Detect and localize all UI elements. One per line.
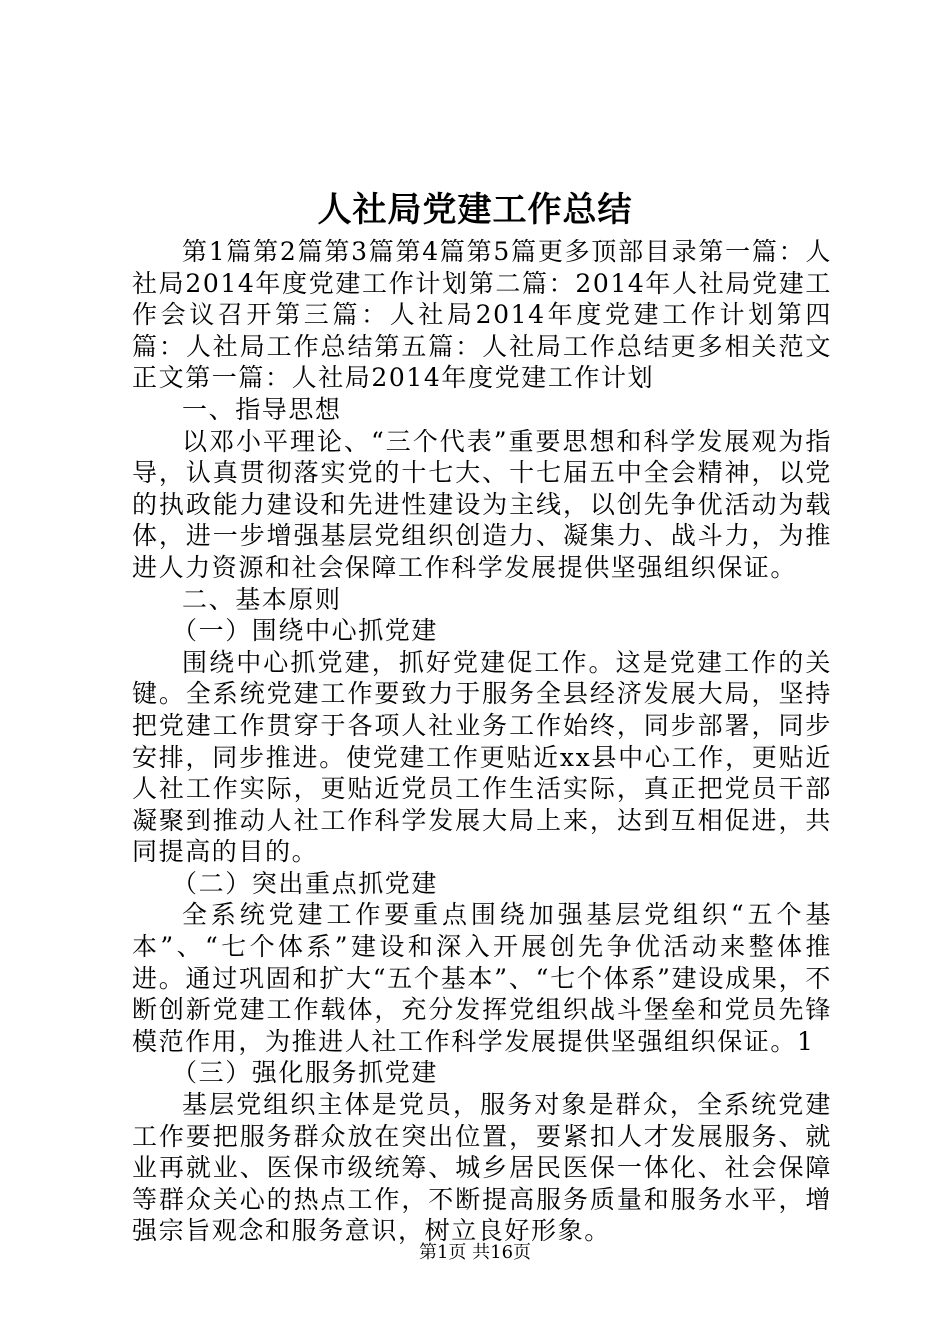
section-heading-guiding-ideology: 一、指导思想 [182,394,342,424]
paragraph-focus: 全系统党建工作要重点围绕加强基层党组织“五个基本”、“七个体系”建设和深入开展创先争优活动来整体推进。通过巩固和扩大“五个基本”、“七个体系”建设成果，不断创新党建工作载体，充分发挥党组织战斗堡垒和党员先锋模范作用，为推进人社工作科学发展提供坚强组织保证。1 [132,900,832,1056]
document-title: 人社局党建工作总结 [317,190,633,230]
subheading-centre: （一）围绕中心抓党建 [172,616,439,646]
paragraph-centre: 围绕中心抓党建，抓好党建促工作。这是党建工作的关键。全系统党建工作要致力于服务全县经济发展大局，坚持把党建工作贯穿于各项人社业务工作始终，同步部署，同步安排，同步推进。使党建工作更贴近xx县中心工作，更贴近人社工作实际，更贴近党员工作生活实际，真正把党员干部凝聚到推动人社工作科学发展大局上来，达到互相促进，共同提高的目的。 [132,647,832,867]
paragraph-service: 基层党组织主体是党员，服务对象是群众，全系统党建工作要把服务群众放在突出位置，要紧扣人才发展服务、就业再就业、医保市级统筹、城乡居民医保一体化、社会保障等群众关心的热点工作，不断提高服务质量和服务水平，增强宗旨观念和服务意识，树立良好形象。 [132,1090,832,1246]
subheading-service: （三）强化服务抓党建 [172,1058,439,1088]
table-of-contents-paragraph: 第1篇第2篇第3篇第4篇第5篇更多顶部目录第一篇：人社局2014年度党建工作计划第二篇：2014年人社局党建工作会议召开第三篇：人社局2014年度党建工作计划第四篇：人社局工作总结第五篇：人社局工作总结更多相关范文正文第一篇：人社局2014年度党建工作计划 [132,237,832,393]
document-body [132,236,832,1247]
paragraph-guiding-ideology: 以邓小平理论、“三个代表”重要思想和科学发展观为指导，认真贯彻落实党的十七大、十七届五中全会精神，以党的执政能力建设和先进性建设为主线，以创先争优活动为载体，进一步增强基层党组织创造力、凝集力、战斗力，为推进人力资源和社会保障工作科学发展提供坚强组织保证。 [132,426,832,582]
section-heading-basic-principles: 二、基本原则 [182,584,342,614]
subheading-focus: （二）突出重点抓党建 [172,868,439,898]
page-number-footer: 第1页 共16页 [418,1242,532,1263]
